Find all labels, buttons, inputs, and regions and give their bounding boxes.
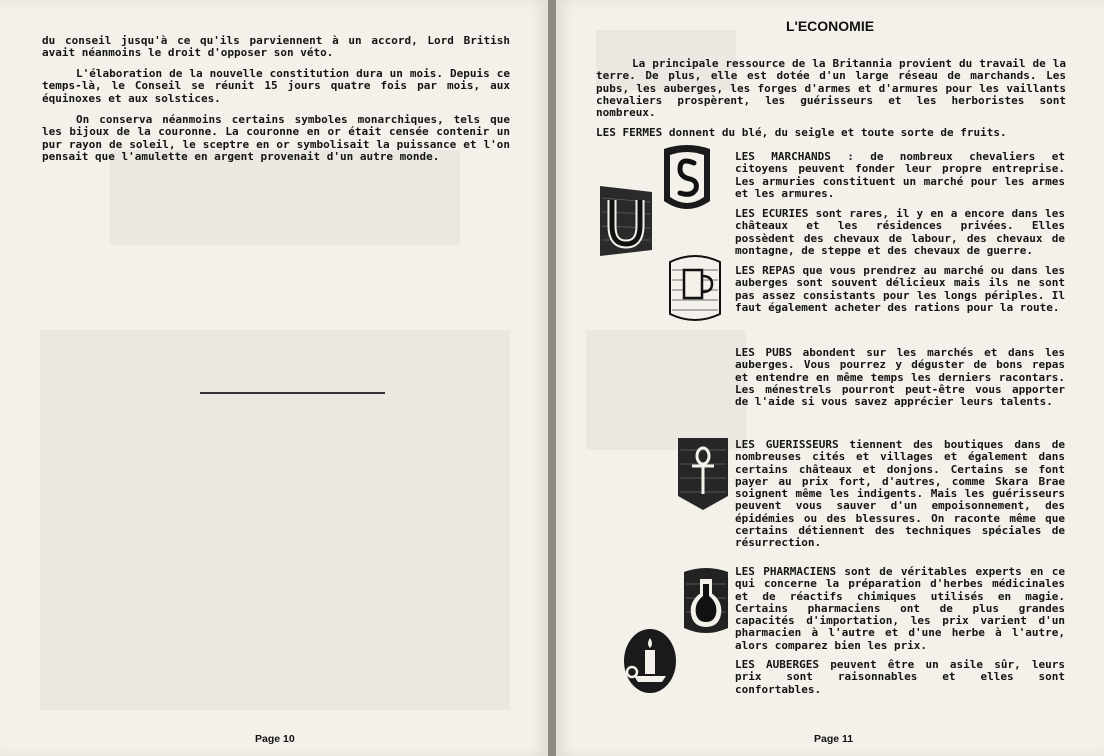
left-paragraph: L'élaboration de la nouvelle constitution dura un mois. Depuis ce temps-là, le Conseil se réunit 15 jours quatre fois par mois, aux équinoxes et aux solstices. — [42, 67, 510, 105]
ankh-sign-icon — [676, 436, 730, 512]
guerisseurs-paragraph: LES GUERISSEURS tiennent des boutiques dans de nombreuses cités et villages et également dans certains châteaux et donjons. Certains se font payer au prix fort, d'autres, comme Skara Brae soignent même les indigents. Mais les guérisseurs peuvent vous sauver d'un empoisonnement, des épidémies ou des blessures. On raconte même que certains détiennent des techniques spéciales de résurrection. — [735, 438, 1065, 550]
mug-sign-icon — [668, 252, 722, 324]
binding-gutter — [548, 0, 556, 756]
pubs-paragraph: LES PUBS abondent sur les marchés et dans les auberges. Vous pourrez y déguster de bons repas et entendre en même temps les derniers racontars. Les ménestrels pourront peut-être vous apporter de l'aide si vous savez apprécier leurs talents. — [735, 346, 1065, 409]
left-paragraph: du conseil jusqu'à ce qu'ils parviennent à un accord, Lord British avait néanmoins le droit d'opposer son véto. — [42, 34, 510, 60]
serpent-sign-icon — [660, 143, 714, 215]
candle-sign-icon — [622, 628, 678, 694]
left-paragraph: On conserva néanmoins certains symboles monarchiques, tels que les bijoux de la couronne. La couronne en or était censée contenir un pur rayon de soleil, le sceptre en or symbolisait la puissance et l'on pensait que l'amulette en argent provenait d'un autre monde. — [42, 113, 510, 163]
bleed-through-text — [40, 330, 510, 710]
page-number-right: Page 11 — [814, 733, 854, 745]
pharmaciens-paragraph: LES PHARMACIENS sont de véritables experts en ce qui concerne la préparation d'herbes médicinales et de réactifs chimiques utilisés en magie. Certains pharmaciens ont de plus grandes capacités d'importation, les prix varient d'un pharmacien à l'autre et d'une herbe à l'autre, alors comparez bien les prix. — [735, 565, 1065, 652]
page-title: L'ECONOMIE — [785, 18, 875, 34]
bleed-through-text — [586, 330, 746, 450]
fermes-paragraph: LES FERMES donnent du blé, du seigle et toute sorte de fruits. — [596, 126, 1007, 139]
bleed-through-rule — [200, 392, 385, 394]
page-number-left: Page 10 — [255, 733, 295, 745]
ecuries-paragraph: LES ECURIES sont rares, il y en a encore dans les châteaux et les résidences privées. Elles possèdent des chevaux de labour, des chevaux de montagne, de steppe et des chevaux de guerre. — [735, 207, 1065, 257]
repas-paragraph: LES REPAS que vous prendrez au marché ou dans les auberges sont souvent délicieux mais ils ne sont pas assez consistants pour les longs périples. Il faut également acheter des rations pour la route. — [735, 264, 1065, 314]
horseshoe-sign-icon — [598, 186, 654, 258]
intro-paragraph: La principale ressource de la Britannia provient du travail de la terre. De plus, elle est dotée d'un large réseau de marchands. Les pubs, les auberges, les forges d'armes et d'armures pour les vaillants chevaliers prospèrent, les guérisseurs et les herboristes sont nombreux. — [596, 57, 1066, 120]
bleed-through-image — [110, 150, 460, 245]
auberges-paragraph: LES AUBERGES peuvent être un asile sûr, leurs prix sont raisonnables et elles sont confortables. — [735, 658, 1065, 696]
marchands-paragraph: LES MARCHANDS : de nombreux chevaliers et citoyens peuvent fonder leur propre entreprise. Les armuries constituent un marché pour les armes et les armures. — [735, 150, 1065, 200]
flask-sign-icon — [680, 566, 732, 638]
